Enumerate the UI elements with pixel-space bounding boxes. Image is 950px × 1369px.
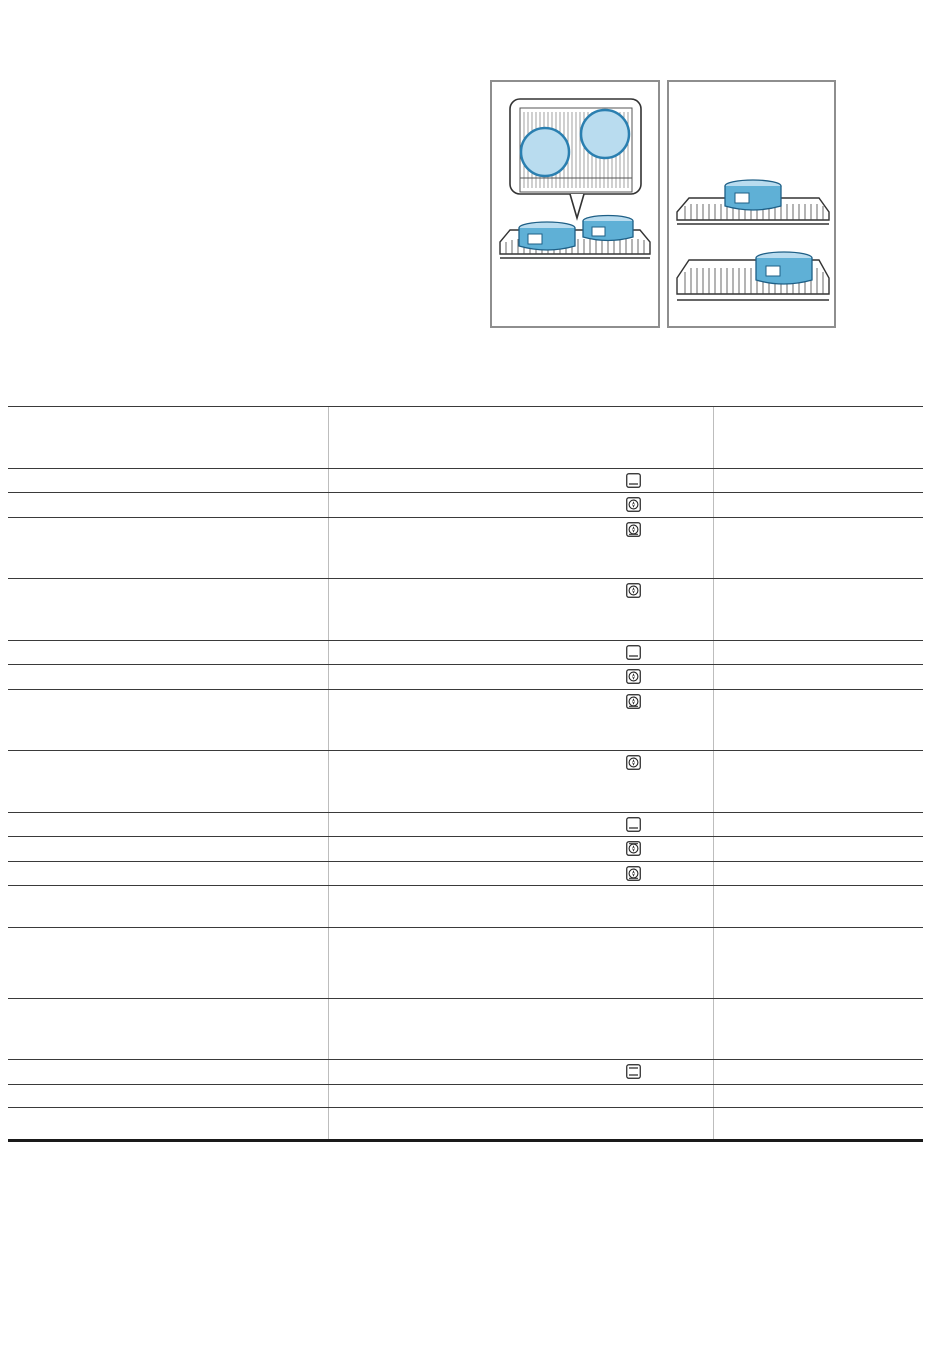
table-row — [8, 836, 923, 861]
table-row — [8, 885, 923, 927]
table-cell-col3 — [713, 1060, 924, 1084]
table-cell-col2 — [328, 469, 714, 492]
table-row — [8, 578, 923, 640]
table-cell-col3 — [713, 928, 924, 998]
table-cell-col1 — [8, 665, 328, 689]
table-cell-col3 — [713, 886, 924, 927]
baking-illustrations — [490, 80, 836, 330]
table-row — [8, 406, 923, 468]
table-cell-col1 — [8, 690, 328, 750]
table-row — [8, 492, 923, 517]
table-cell-col1 — [8, 813, 328, 836]
table-row — [8, 517, 923, 578]
table-row — [8, 468, 923, 492]
table-row — [8, 1084, 923, 1107]
table-cell-col2 — [328, 665, 714, 689]
table-cell-col1 — [8, 469, 328, 492]
table-cell-col2 — [328, 928, 714, 998]
table-cell-col3 — [713, 579, 924, 640]
table-row — [8, 861, 923, 885]
table-cell-col1 — [8, 579, 328, 640]
table-cell-col2 — [328, 862, 714, 885]
hot-air-icon — [626, 669, 641, 684]
conventional-heat-icon — [626, 473, 641, 488]
table-row — [8, 1059, 923, 1084]
table-cell-col1 — [8, 1108, 328, 1140]
table-cell-col2 — [328, 641, 714, 664]
table-cell-col2 — [328, 690, 714, 750]
table-cell-col3 — [713, 1085, 924, 1107]
table-cell-col1 — [8, 407, 328, 468]
table-bottom-rule — [8, 1139, 923, 1142]
table-cell-col3 — [713, 1108, 924, 1140]
table-cell-col1 — [8, 1060, 328, 1084]
table-cell-col1 — [8, 1085, 328, 1107]
hot-air-icon — [626, 497, 641, 512]
hot-air-icon — [626, 755, 641, 770]
table-cell-col2 — [328, 518, 714, 578]
table-row — [8, 927, 923, 998]
table-cell-col2 — [328, 407, 714, 468]
table-cell-col3 — [713, 665, 924, 689]
table-cell-col1 — [8, 641, 328, 664]
table-row — [8, 750, 923, 812]
table-cell-col1 — [8, 837, 328, 861]
table-row — [8, 1107, 923, 1140]
table-cell-col1 — [8, 518, 328, 578]
table-cell-col1 — [8, 493, 328, 517]
hot-air-eco-icon — [626, 694, 641, 709]
hot-air-icon — [626, 583, 641, 598]
table-cell-col2 — [328, 1060, 714, 1084]
table-row — [8, 640, 923, 664]
table-cell-col2 — [328, 837, 714, 861]
table-cell-col3 — [713, 518, 924, 578]
table-row — [8, 664, 923, 689]
table-cell-col3 — [713, 999, 924, 1059]
top-bottom-heat-icon — [626, 1064, 641, 1079]
table-cell-col1 — [8, 999, 328, 1059]
baking-table — [8, 406, 923, 1140]
table-cell-col3 — [713, 751, 924, 812]
figure-one-level — [490, 80, 660, 328]
table-row — [8, 812, 923, 836]
table-cell-col2 — [328, 579, 714, 640]
table-cell-col3 — [713, 469, 924, 492]
hot-air-eco-icon — [626, 866, 641, 881]
table-cell-col2 — [328, 1085, 714, 1107]
table-cell-col1 — [8, 751, 328, 812]
table-cell-col2 — [328, 751, 714, 812]
table-row — [8, 998, 923, 1059]
figure-two-levels — [667, 80, 836, 328]
table-cell-col3 — [713, 862, 924, 885]
table-row — [8, 689, 923, 750]
conventional-heat-icon — [626, 645, 641, 660]
table-cell-col3 — [713, 690, 924, 750]
table-cell-col3 — [713, 493, 924, 517]
conventional-heat-icon — [626, 817, 641, 832]
table-cell-col3 — [713, 641, 924, 664]
table-cell-col1 — [8, 928, 328, 998]
table-cell-col2 — [328, 1108, 714, 1140]
table-cell-col3 — [713, 837, 924, 861]
table-cell-col2 — [328, 886, 714, 927]
hot-air-eco-icon — [626, 522, 641, 537]
table-cell-col3 — [713, 407, 924, 468]
table-cell-col3 — [713, 813, 924, 836]
table-cell-col2 — [328, 999, 714, 1059]
hot-air-gentle-icon — [626, 841, 641, 856]
table-cell-col2 — [328, 813, 714, 836]
table-cell-col1 — [8, 886, 328, 927]
table-cell-col1 — [8, 862, 328, 885]
table-cell-col2 — [328, 493, 714, 517]
